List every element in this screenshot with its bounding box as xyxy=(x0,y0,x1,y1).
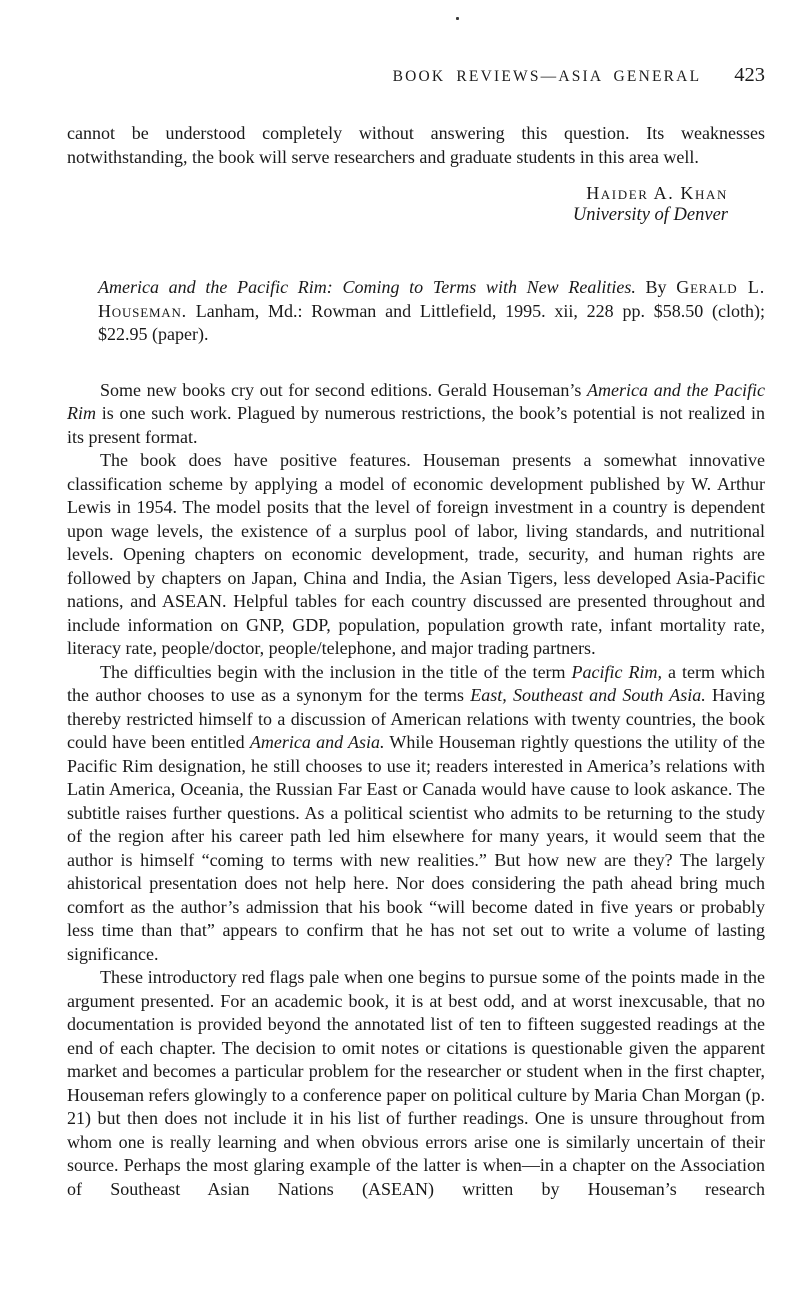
review-paragraph-1 xyxy=(67,379,765,450)
paragraph-text: While Houseman rightly questions the utility of the Pacific Rim designation, he still chooses to use it; readers interested in America’s relations with Latin America, Oceania, the Russian Far East or Canada would have cause to look askance. The subtitle raises further questions. As a political scientist who admits to be returning to the study of the region after his career path led him elsewhere for many years, it would seem that the author is himself “coming to terms with new realities.” But how new are they? The largely ahistorical presentation does not help here. Nor does considering the path ahead bring much comfort as the author’s admission that his book “will become dated in five years or probably less time than that” appears to confirm that he has not set out to write a volume of lasting significance. xyxy=(67,732,765,964)
running-header xyxy=(67,64,765,87)
term-pacific-rim: Pacific Rim, xyxy=(571,661,663,682)
book-citation xyxy=(98,276,765,347)
review-paragraph-4 xyxy=(67,966,765,1201)
term-america-and-asia: America and Asia. xyxy=(249,732,385,752)
continuation-paragraph: cannot be understood completely without answering this question. Its weaknesses notwithstanding, the book will serve researchers and graduate students in this area well. xyxy=(67,123,765,167)
reviewer-signature xyxy=(67,182,765,227)
page-number: 423 xyxy=(734,64,765,86)
review-paragraph-3 xyxy=(67,661,765,967)
running-header-title: BOOK REVIEWS—ASIA GENERAL xyxy=(392,68,702,85)
text-column xyxy=(67,122,765,1201)
term-east-southeast-south-asia: East, Southeast and South Asia. xyxy=(470,685,706,705)
scan-artifact-dot xyxy=(456,17,459,20)
paragraph-text: Having thereby restricted himself to a discussion of American relations with twenty countries, the book could have been entitled xyxy=(67,685,765,752)
paragraph-text: a term which the author chooses to use as a synonym for the terms xyxy=(67,661,765,705)
paragraph-text: The difficulties begin with the inclusion in the title of the term xyxy=(100,661,572,682)
paragraph-text: These introductory red flags pale when one begins to pursue some of the points made in the argument presented. For an academic book, it is at best odd, and at worst inexcusable, that no documentation is provided beyond the annotated list of ten to fifteen suggested readings at the end of each chapter. The decision to omit notes or citations is questionable given the apparent market and becomes a particular problem for the researcher or student when in the first chapter, Houseman refers glowingly to a conference paper on political culture by Maria Chan Morgan (p. 21) but then does not include it in his list of further readings. One is unsure throughout from whom one is really learning and when obvious errors arise one is similarly uncertain of their source. Perhaps the most glaring example of the latter is when—in a chapter on the Association of Southeast Asian Nations (ASEAN) written by Houseman’s research xyxy=(67,967,765,1199)
review-paragraph-2 xyxy=(67,449,765,661)
book-title-inline: America and the Pacific Rim xyxy=(67,379,765,423)
reviewer-name: Haider A. Khan xyxy=(586,183,728,203)
reviewer-affiliation: University of Denver xyxy=(572,205,728,225)
book-title: America and the Pacific Rim: Coming to Terms with New Realities. xyxy=(98,277,636,297)
book-author: Gerald L. Houseman. xyxy=(98,277,765,321)
citation-details: Lanham, Md.: Rowman and Littlefield, 1995. xii, 228 pp. $58.50 (cloth); $22.95 (paper). xyxy=(98,300,765,344)
paragraph-text: is one such work. Plagued by numerous restrictions, the book’s potential is not realized in its present format. xyxy=(67,403,765,447)
citation-by: By xyxy=(635,277,677,297)
paragraph-text: Some new books cry out for second editions. Gerald Houseman’s xyxy=(100,379,588,400)
paragraph-text: The book does have positive features. Houseman presents a somewhat innovative classification scheme by applying a model of economic development published by W. Arthur Lewis in 1954. The model posits that the level of foreign investment in a country is dependent upon wage levels, the existence of a surplus pool of labor, living standards, and nutritional levels. Opening chapters on economic development, trade, security, and human rights are followed by chapters on Japan, China and India, the Asian Tigers, less developed Asia-Pacific nations, and ASEAN. Helpful tables for each country discussed are presented throughout and include information on GNP, GDP, population, population growth rate, infant mortality rate, literacy rate, people/doctor, people/telephone, and major trading partners. xyxy=(67,450,765,658)
